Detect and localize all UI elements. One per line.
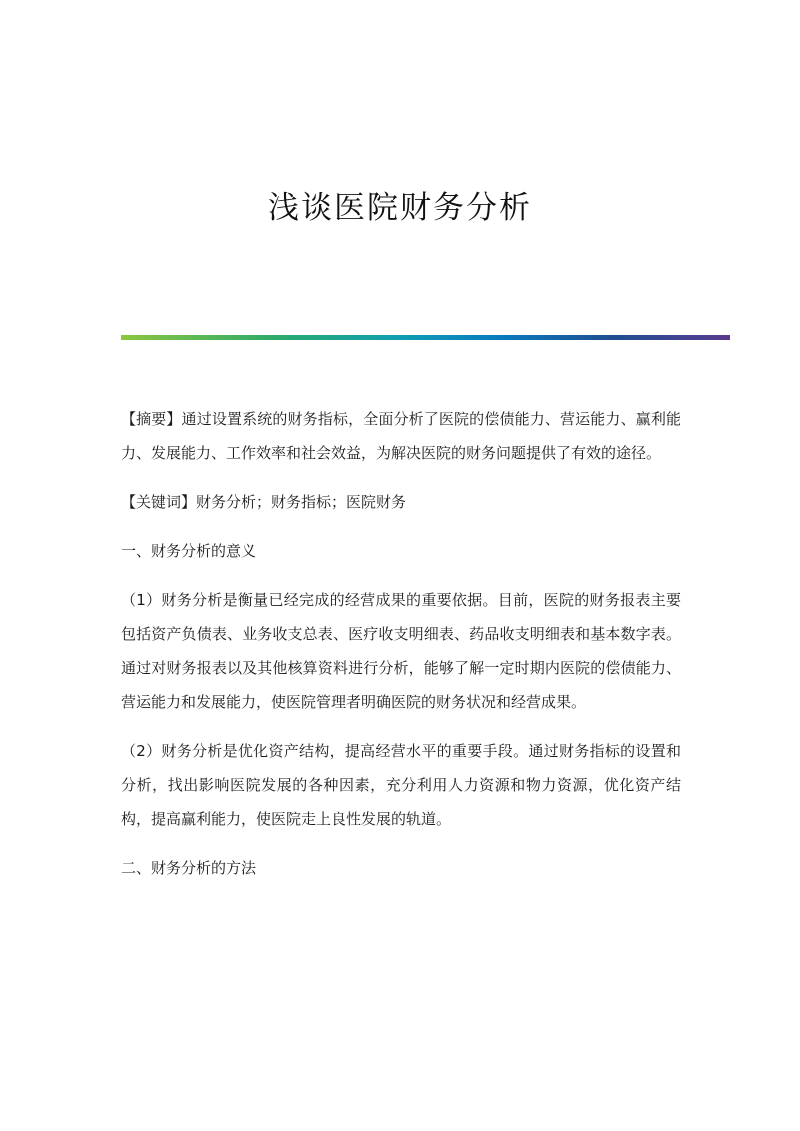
body-paragraph-2: （2）财务分析是优化资产结构，提高经营水平的重要手段。通过财务指标的设置和分析，找出影响医院发展的各种因素，充分利用人力资源和物力资源，优化资产结构，提高赢利能力，使医院走上良性发展的轨道。: [121, 742, 681, 828]
document-title: 浅谈医院财务分析: [268, 190, 532, 226]
abstract-paragraph: 【摘要】通过设置系统的财务指标，全面分析了医院的偿债能力、营运能力、赢利能力、发展能力、工作效率和社会效益，为解决医院的财务问题提供了有效的途径。: [121, 410, 681, 462]
gradient-divider: [121, 335, 730, 340]
keywords-paragraph: 【关键词】财务分析；财务指标；医院财务: [121, 493, 407, 511]
body-paragraph-1: （1）财务分析是衡量已经完成的经营成果的重要依据。目前，医院的财务报表主要包括资产负债表、业务收支总表、医疗收支明细表、药品收支明细表和基本数字表。通过对财务报表以及其他核算资料进行分析，能够了解一定时期内医院的偿债能力、营运能力和发展能力，使医院管理者明确医院的财务状况和经营成果。: [121, 591, 681, 711]
section-heading-2: 二、财务分析的方法: [121, 859, 257, 877]
section-heading-1: 一、财务分析的意义: [121, 542, 257, 560]
document-body: [121, 402, 681, 900]
